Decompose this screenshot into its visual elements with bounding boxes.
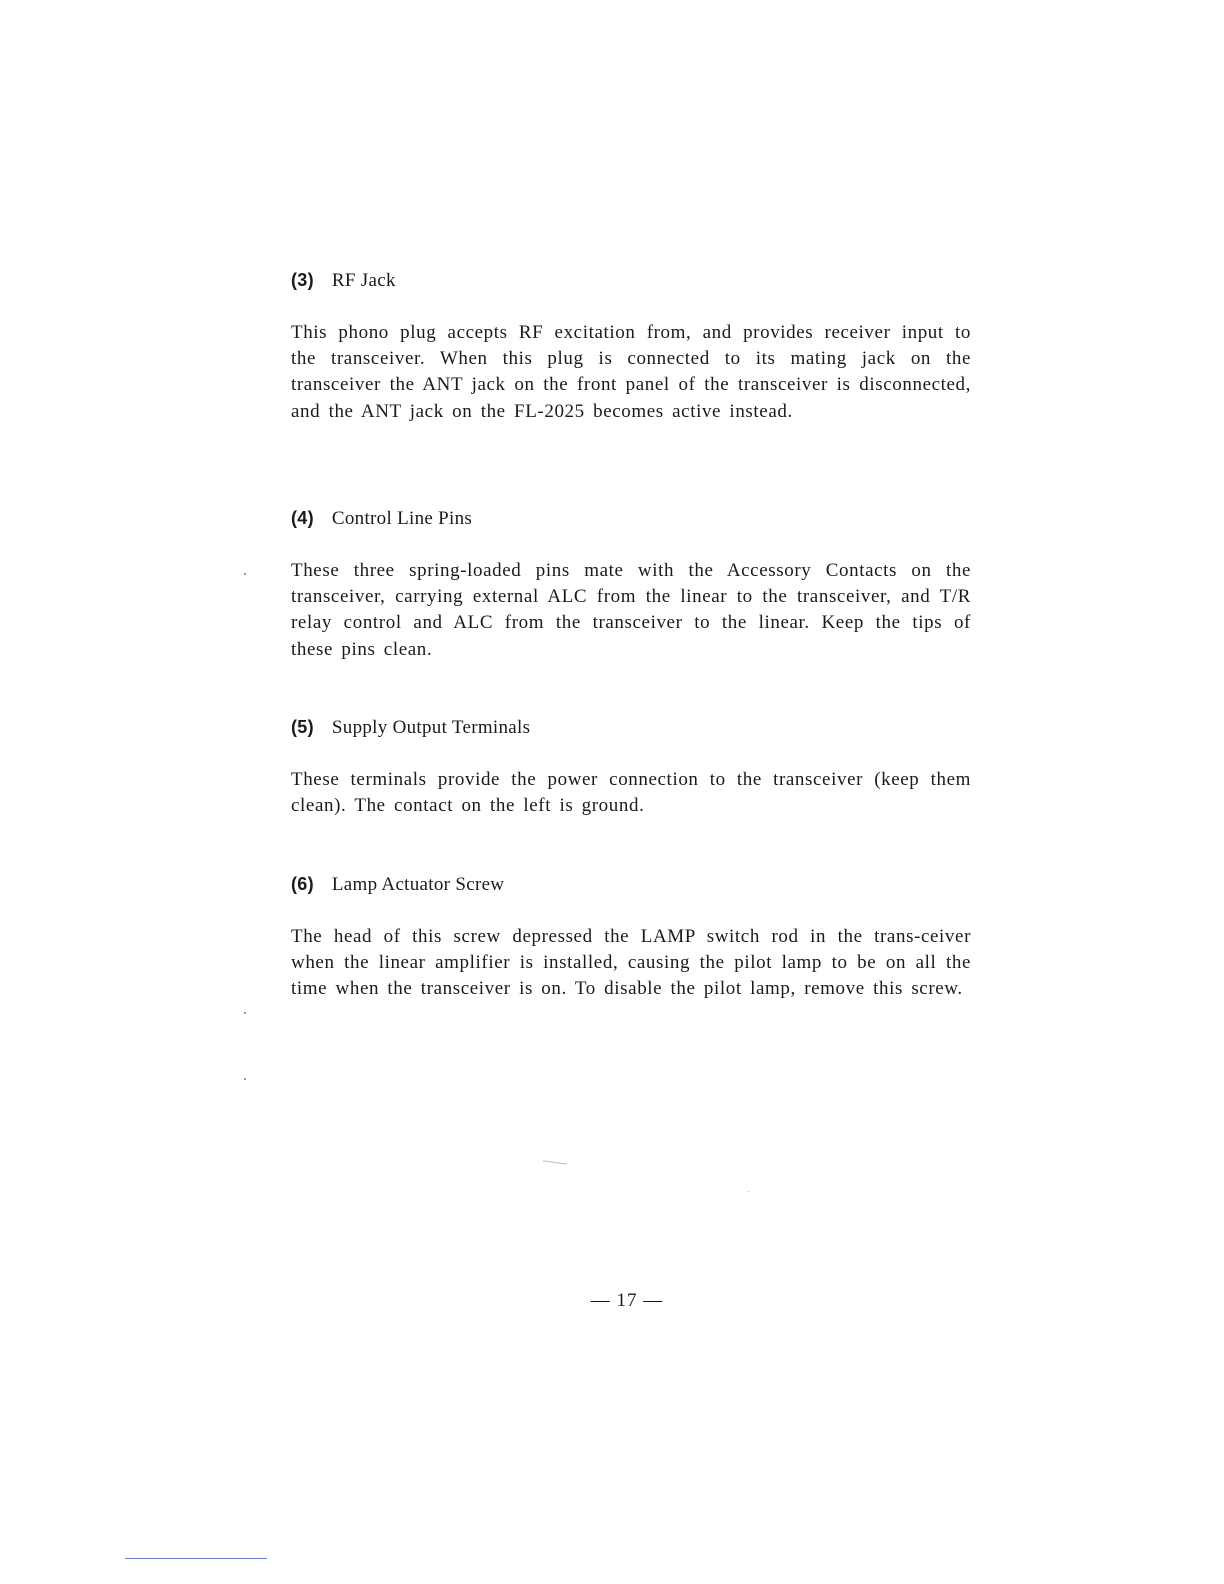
section-title: Control Line Pins bbox=[331, 508, 473, 529]
section-body: The head of this screw depressed the LAMP switch rod in the trans-ceiver when the linear amplifier is installed, causing the pilot lamp to be on all the time when the transceiver is on. To disable the pilot lamp, remove this screw. bbox=[291, 926, 971, 1000]
section-supply-output-terminals bbox=[291, 714, 971, 819]
scan-speck bbox=[748, 1191, 749, 1192]
section-rf-jack bbox=[291, 267, 971, 425]
section-body: These three spring-loaded pins mate with the Accessory Contacts on the transceiver, carrying external ALC from the linear to the transceiver, and T/R relay control and ALC from the transceiver to the linear. Keep the tips of these pins clean. bbox=[291, 560, 971, 660]
section-number: (6) bbox=[291, 874, 314, 894]
section-heading bbox=[291, 871, 971, 898]
section-body: This phono plug accepts RF excitation from, and provides receiver input to the transceiver. When this plug is connected to its mating jack on the transceiver the ANT jack on the front panel of the transceiver is disconnected, and the ANT jack on the FL-2025 becomes active instead. bbox=[291, 322, 971, 422]
section-title: Supply Output Terminals bbox=[331, 717, 531, 738]
scan-speck bbox=[244, 1012, 246, 1014]
footer-rule bbox=[125, 1558, 267, 1559]
scan-mark bbox=[543, 1160, 567, 1164]
section-title: Lamp Actuator Screw bbox=[331, 874, 505, 895]
section-number: (3) bbox=[291, 270, 314, 290]
section-heading bbox=[291, 267, 971, 294]
section-heading bbox=[291, 714, 971, 741]
page-number: — 17 — bbox=[590, 1290, 664, 1311]
section-control-line-pins bbox=[291, 505, 971, 663]
section-body: These terminals provide the power connection to the transceiver (keep them clean). The contact on the left is ground. bbox=[291, 769, 971, 817]
scan-speck bbox=[244, 1078, 246, 1080]
section-heading bbox=[291, 505, 971, 532]
section-lamp-actuator-screw bbox=[291, 871, 971, 1003]
section-number: (4) bbox=[291, 508, 314, 528]
scan-speck bbox=[244, 573, 246, 575]
section-title: RF Jack bbox=[331, 270, 396, 291]
section-number: (5) bbox=[291, 717, 314, 737]
